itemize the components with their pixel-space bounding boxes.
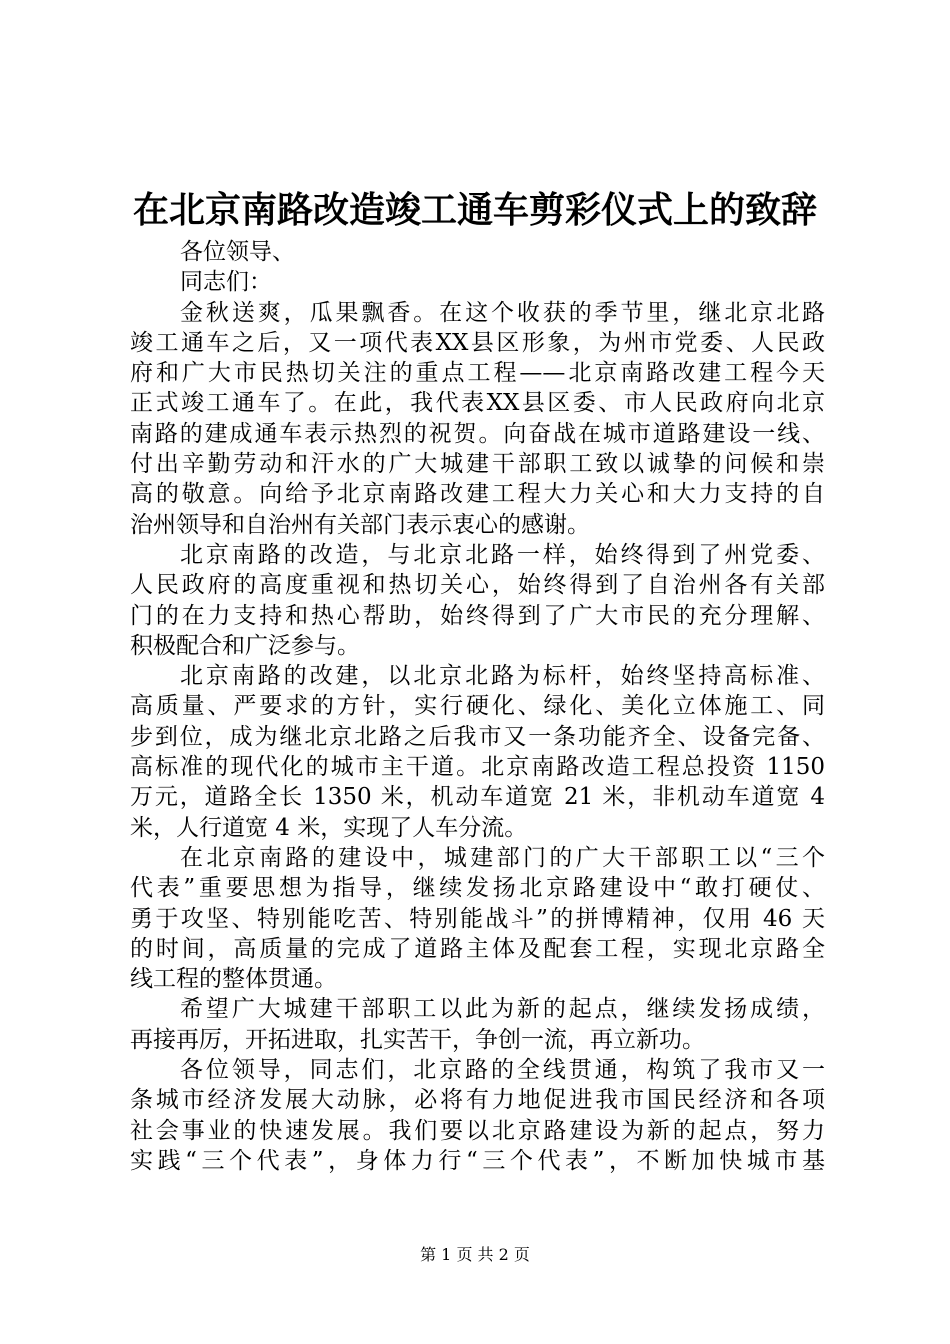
body-line: 万元，道路全长 1350 米，机动车道宽 21 米，非机动车道宽 4 (130, 784, 825, 811)
body-line: 北京南路的改造，与北京北路一样，始终得到了州党委、 (180, 541, 825, 568)
body-line: 门的在力支持和热心帮助，始终得到了广大市民的充分理解、 (130, 602, 825, 629)
body-line: 北京南路的改建，以北京北路为标杆，始终坚持高标准、 (180, 663, 825, 690)
body-line: 竣工通车之后，又一项代表XX县区形象，为州市党委、人民政 (130, 329, 825, 356)
body-line: 治州领导和自治州有关部门表示衷心的感谢。 (130, 511, 590, 538)
body-line: 高标准的现代化的城市主干道。北京南路改造工程总投资 1150 (130, 754, 825, 781)
page-number-footer: 第 1 页 共 2 页 (420, 1245, 530, 1264)
body-line: 府和广大市民热切关注的重点工程——北京南路改建工程今天 (130, 360, 825, 387)
body-line: 积极配合和广泛参与。 (130, 632, 360, 659)
body-line: 线工程的整体贯通。 (130, 966, 337, 993)
body-line: 高的敬意。向给予北京南路改建工程大力关心和大力支持的自 (130, 481, 825, 508)
body-line: 各位领导、 (180, 239, 295, 265)
body-line: 人民政府的高度重视和热切关心，始终得到了自治州各有关部 (130, 572, 825, 599)
body-line: 实践“三个代表”，身体力行“三个代表”，不断加快城市基 (130, 1147, 825, 1174)
body-line: 同志们： (180, 269, 272, 296)
body-line: 各位领导，同志们，北京路的全线贯通，构筑了我市又一 (180, 1057, 825, 1084)
body-line: 正式竣工通车了。在此，我代表XX县区委、市人民政府向北京 (130, 390, 825, 417)
body-line: 米，人行道宽 4 米，实现了人车分流。 (130, 814, 528, 841)
body-line: 的时间，高质量的完成了道路主体及配套工程，实现北京路全 (130, 935, 825, 962)
body-line: 付出辛勤劳动和汗水的广大城建干部职工致以诚挚的问候和崇 (130, 451, 825, 478)
body-line: 希望广大城建干部职工以此为新的起点，继续发扬成绩， (180, 996, 825, 1023)
body-line: 代表”重要思想为指导，继续发扬北京路建设中“敢打硬仗、 (130, 875, 825, 902)
body-line: 社会事业的快速发展。我们要以北京路建设为新的起点，努力 (130, 1117, 825, 1144)
body-line: 高质量、严要求的方针，实行硬化、绿化、美化立体施工、同 (130, 693, 825, 720)
body-line: 金秋送爽，瓜果飘香。在这个收获的季节里，继北京北路 (180, 299, 825, 326)
body-line: 南路的建成通车表示热烈的祝贺。向奋战在城市道路建设一线、 (130, 420, 825, 447)
document-title: 在北京南路改造竣工通车剪彩仪式上的致辞 (132, 189, 817, 231)
body-line: 再接再厉，开拓进取，扎实苦干，争创一流，再立新功。 (130, 1026, 705, 1053)
body-line: 条城市经济发展大动脉，必将有力地促进我市国民经济和各项 (130, 1087, 825, 1114)
document-body (130, 237, 825, 1176)
body-line: 勇于攻坚、特别能吃苦、特别能战斗”的拼博精神，仅用 46 天 (130, 905, 825, 932)
body-line: 在北京南路的建设中，城建部门的广大干部职工以“三个 (180, 844, 825, 871)
body-line: 步到位，成为继北京北路之后我市又一条功能齐全、设备完备、 (130, 723, 825, 750)
